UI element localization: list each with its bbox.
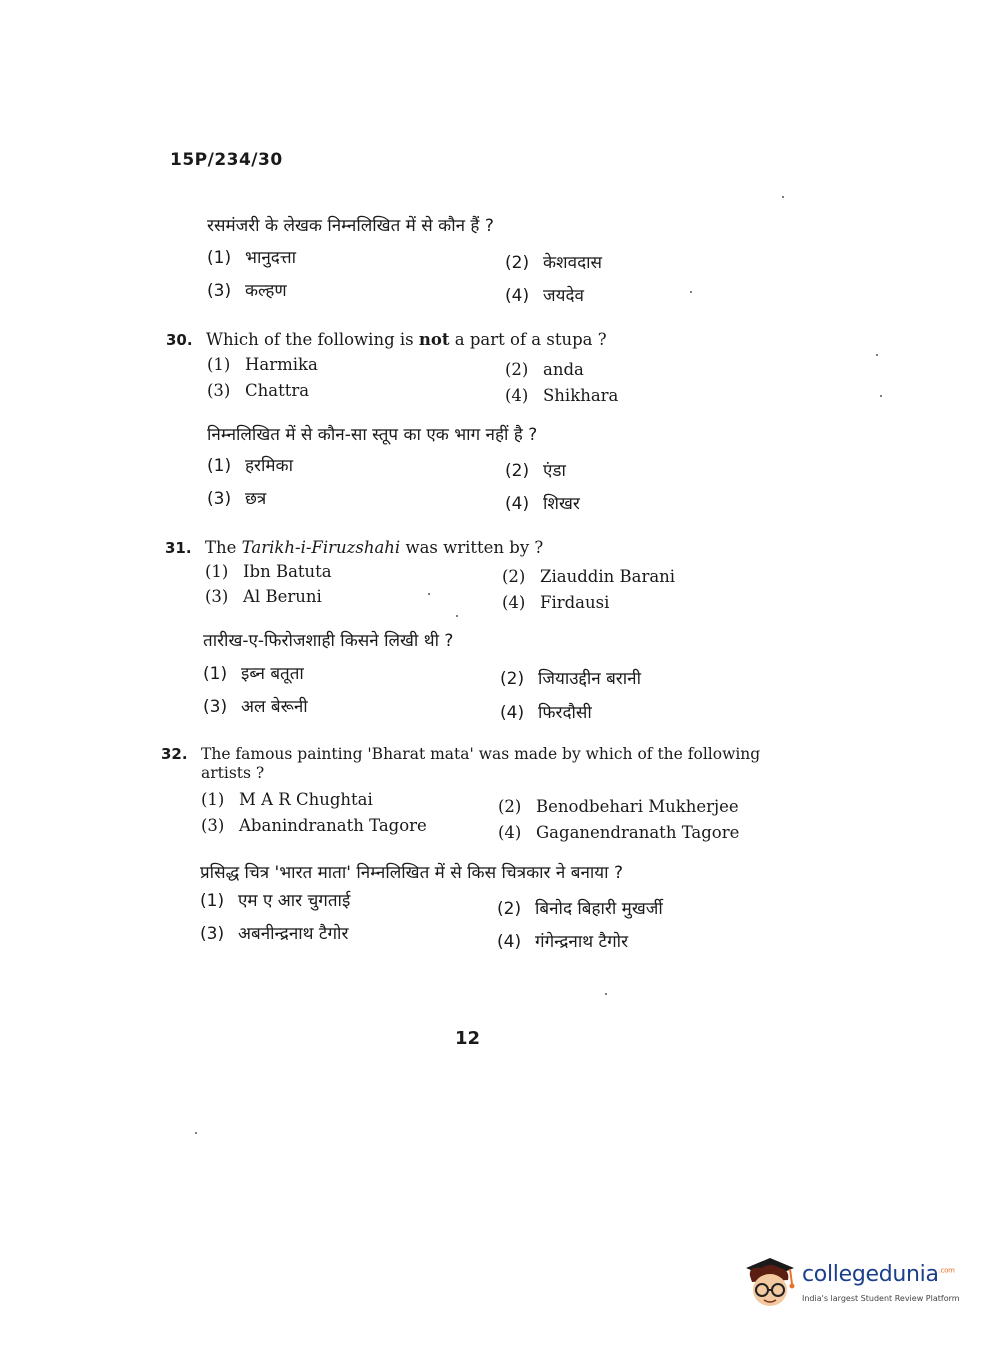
q31-hindi-option-4: (4) फिरदौसी: [500, 703, 592, 723]
q30-option-2: (2) anda: [505, 360, 584, 379]
q31-hindi-option-1: (1) इब्न बतूता: [203, 664, 304, 684]
q30-hindi-question: निम्नलिखित में से कौन-सा स्तूप का एक भाग नहीं है ?: [207, 425, 538, 445]
paper-code: 15P/234/30: [170, 150, 283, 170]
q32-option-1: (1) M A R Chughtai: [201, 790, 373, 809]
scan-speck: [456, 615, 458, 617]
q30-hindi-option-3: (3) छत्र: [207, 489, 267, 509]
q31-hindi-option-2: (2) जियाउद्दीन बरानी: [500, 669, 641, 689]
q32-question-line2: artists ?: [201, 764, 265, 782]
q32-hindi-option-4: (4) गंगेन्द्रनाथ टैगोर: [497, 932, 629, 952]
q30-hindi-option-4: (4) शिखर: [505, 494, 580, 514]
q32-hindi-question: प्रसिद्ध चित्र 'भारत माता' निम्नलिखित में से किस चित्रकार ने बनाया ?: [200, 863, 623, 883]
q30-number: 30.: [166, 331, 193, 349]
scan-speck: [195, 1132, 197, 1134]
scan-speck: [690, 291, 692, 293]
q30-hindi-option-2: (2) एंडा: [505, 461, 566, 481]
q30-option-3: (3) Chattra: [207, 381, 310, 400]
scan-speck: [605, 993, 607, 995]
q31-hindi-option-3: (3) अल बेरूनी: [203, 697, 308, 717]
q29-hindi-option-4: (4) जयदेव: [505, 286, 584, 306]
scan-speck: [880, 395, 882, 397]
q32-number: 32.: [161, 745, 188, 763]
q31-option-4: (4) Firdausi: [502, 593, 610, 612]
q31-option-3: (3) Al Beruni: [205, 587, 322, 606]
q32-option-2: (2) Benodbehari Mukherjee: [498, 797, 739, 816]
page-number: 12: [455, 1028, 481, 1049]
q32-hindi-option-2: (2) बिनोद बिहारी मुखर्जी: [497, 899, 663, 919]
q30-hindi-option-1: (1) हरमिका: [207, 456, 294, 476]
q31-hindi-question: तारीख-ए-फिरोजशाही किसने लिखी थी ?: [203, 631, 454, 651]
scan-speck: [782, 196, 784, 198]
mascot-icon: [740, 1254, 800, 1314]
scan-speck: [876, 354, 878, 356]
q32-hindi-option-1: (1) एम ए आर चुगताई: [200, 891, 351, 911]
brand-tagline: India's largest Student Review Platform: [802, 1294, 960, 1303]
q29-hindi-question: रसमंजरी के लेखक निम्नलिखित में से कौन हैं ?: [207, 216, 494, 236]
q30-option-1: (1) Harmika: [207, 355, 318, 374]
q32-question: 32. The famous painting 'Bharat mata' was made by which of the following: [161, 745, 761, 763]
collegedunia-watermark: [740, 1250, 970, 1320]
q32-option-3: (3) Abanindranath Tagore: [201, 816, 427, 835]
q29-hindi-option-1: (1) भानुदत्ता: [207, 248, 296, 268]
q31-option-1: (1) Ibn Batuta: [205, 562, 332, 581]
q32-hindi-option-3: (3) अबनीन्द्रनाथ टैगोर: [200, 924, 349, 944]
q31-option-2: (2) Ziauddin Barani: [502, 567, 676, 586]
q32-option-4: (4) Gaganendranath Tagore: [498, 823, 740, 842]
brand-name: collegedunia$^{.com}$: [802, 1262, 955, 1287]
q30-option-4: (4) Shikhara: [505, 386, 619, 405]
q29-hindi-option-3: (3) कल्हण: [207, 281, 287, 301]
scan-speck: [428, 593, 430, 595]
q31-number: 31.: [165, 539, 192, 557]
q30-question: 30. Which of the following is not a part of a stupa ?: [166, 330, 607, 349]
q29-hindi-option-2: (2) केशवदास: [505, 253, 602, 273]
q31-question: 31. The Tarikh-i-Firuzshahi was written by ?: [165, 538, 544, 557]
